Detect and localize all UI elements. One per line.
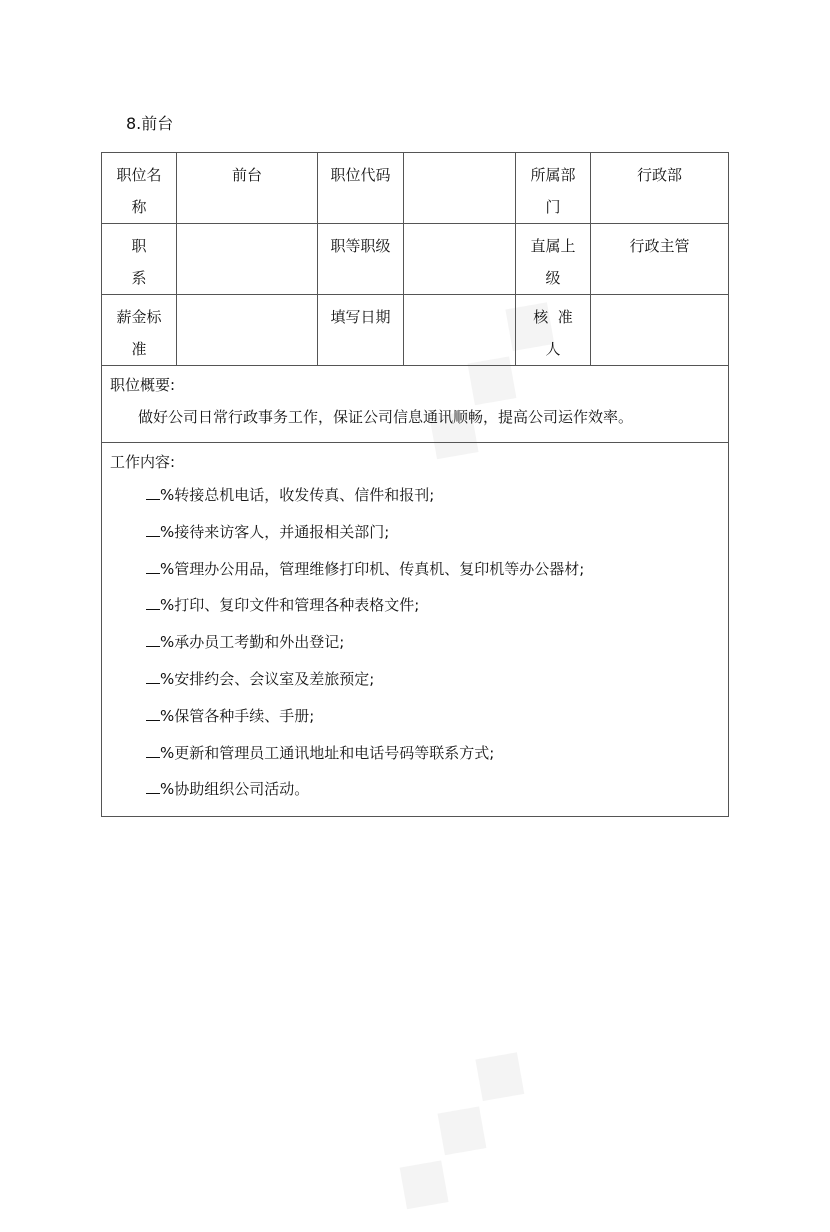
fill-blank [146, 632, 160, 647]
value-approver [591, 295, 729, 366]
job-summary [102, 366, 729, 443]
label-job-title: 职位名 称 [102, 153, 177, 224]
table-row [102, 224, 729, 295]
list-item: %保管各种手续、手册; [146, 698, 720, 735]
fill-blank [146, 779, 160, 794]
list-item: %管理办公用品，管理维修打印机、传真机、复印机等办公器材; [146, 551, 720, 588]
fill-blank [146, 595, 160, 610]
label-job-code: 职位代码 [318, 153, 404, 224]
label-fill-date: 填写日期 [318, 295, 404, 366]
table-row [102, 443, 729, 817]
label-supervisor: 直属上 级 [516, 224, 591, 295]
summary-text: 做好公司日常行政事务工作，保证公司信息通讯顺畅，提高公司运作效率。 [138, 408, 634, 426]
list-item: %打印、复印文件和管理各种表格文件; [146, 587, 720, 624]
value-job-family [177, 224, 318, 295]
value-grade [404, 224, 516, 295]
duty-list [110, 477, 720, 808]
fill-blank [146, 743, 160, 758]
fill-blank [146, 485, 160, 500]
value-supervisor: 行政主管 [591, 224, 729, 295]
label-department: 所属部 门 [516, 153, 591, 224]
watermark [365, 1018, 552, 1232]
list-item: %接待来访客人，并通报相关部门; [146, 514, 720, 551]
list-item: %承办员工考勤和外出登记; [146, 624, 720, 661]
fill-blank [146, 559, 160, 574]
summary-heading: 职位概要: [110, 376, 176, 394]
table-row [102, 366, 729, 443]
label-grade: 职等职级 [318, 224, 404, 295]
label-approver: 核 准 人 [516, 295, 591, 366]
list-item: %安排约会、会议室及差旅预定; [146, 661, 720, 698]
job-content [102, 443, 729, 817]
content-heading: 工作内容: [110, 453, 176, 471]
value-department: 行政部 [591, 153, 729, 224]
label-salary: 薪金标 准 [102, 295, 177, 366]
value-salary [177, 295, 318, 366]
table-row [102, 153, 729, 224]
value-job-code [404, 153, 516, 224]
value-fill-date [404, 295, 516, 366]
list-item: %协助组织公司活动。 [146, 771, 720, 808]
fill-blank [146, 669, 160, 684]
job-description-table [101, 152, 729, 817]
label-job-family: 职 系 [102, 224, 177, 295]
fill-blank [146, 522, 160, 537]
list-item: %更新和管理员工通讯地址和电话号码等联系方式; [146, 735, 720, 772]
value-job-title: 前台 [177, 153, 318, 224]
table-row [102, 295, 729, 366]
section-title: 8.前台 [126, 114, 174, 133]
fill-blank [146, 706, 160, 721]
list-item: %转接总机电话，收发传真、信件和报刊; [146, 477, 720, 514]
